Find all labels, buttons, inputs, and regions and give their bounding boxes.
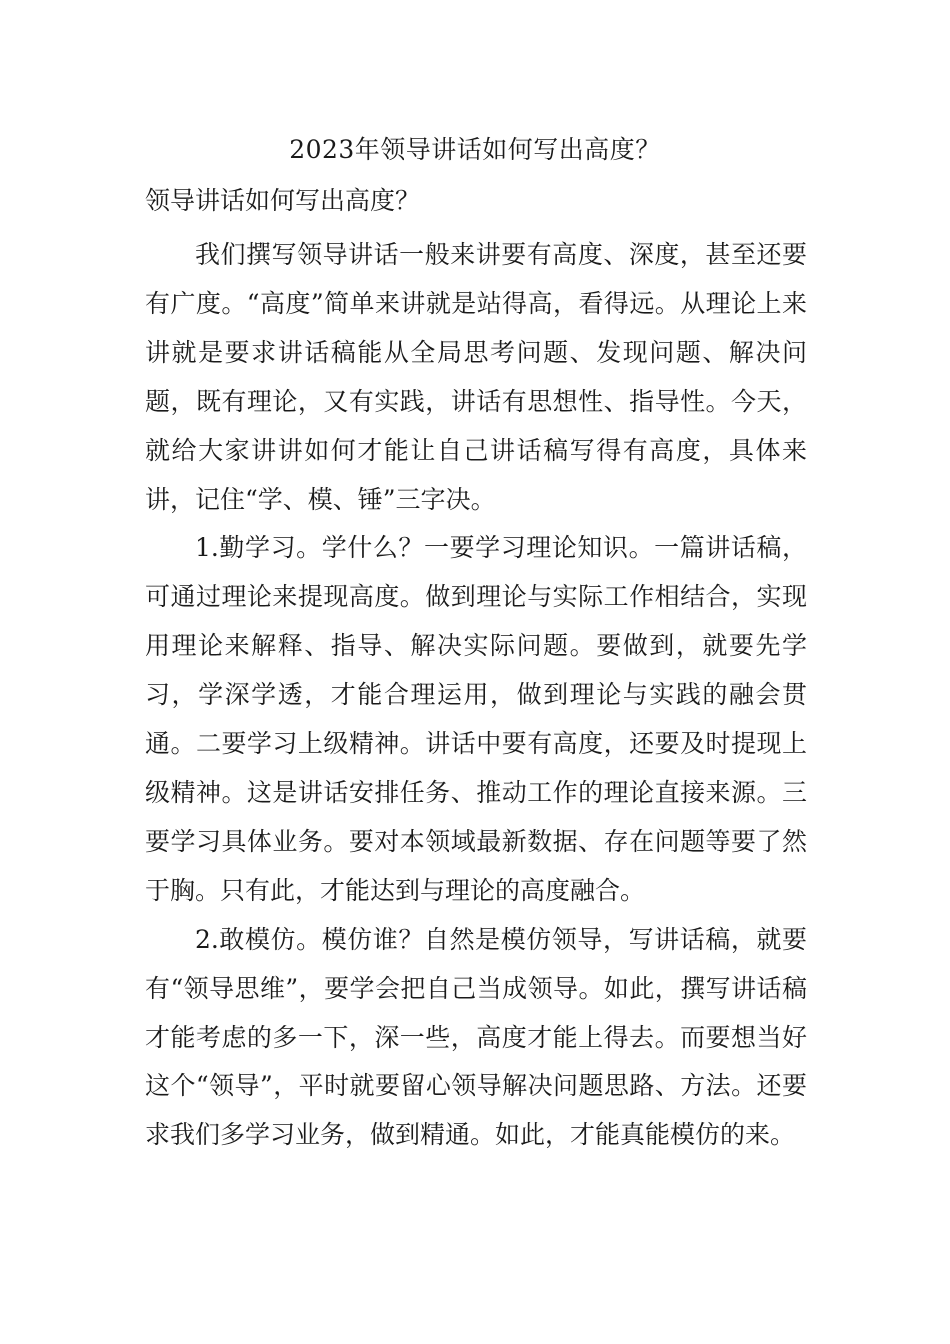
- paragraph-imitate: 2.敢模仿。模仿谁？自然是模仿领导，写讲话稿，就要有“领导思维”，要学会把自己当成领导。如此，撰写讲话稿才能考虑的多一下，深一些，高度才能上得去。而要想当好这个“领导”，平时就要留心领导解决问题思路、方法。还要求我们多学习业务，做到精通。如此，才能真能模仿的来。: [145, 924, 807, 1150]
- document-subtitle: 领导讲话如何写出高度？: [145, 186, 421, 215]
- document-body: [145, 231, 807, 1160]
- paragraph-intro: 我们撰写领导讲话一般来讲要有高度、深度，甚至还要有广度。“高度”简单来讲就是站得高，看得远。从理论上来讲就是要求讲话稿能从全局思考问题、发现问题、解决问题，既有理论，又有实践，讲话有思想性、指导性。今天，就给大家讲讲如何才能让自己讲话稿写得有高度，具体来讲，记住“学、模、锤”三字决。: [145, 240, 807, 514]
- paragraph-study: 1.勤学习。学什么？一要学习理论知识。一篇讲话稿，可通过理论来提现高度。做到理论与实际工作相结合，实现用理论来解释、指导、解决实际问题。要做到，就要先学习，学深学透，才能合理运用，做到理论与实践的融会贯通。二要学习上级精神。讲话中要有高度，还要及时提现上级精神。这是讲话安排任务、推动工作的理论直接来源。三要学习具体业务。要对本领域最新数据、存在问题等要了然于胸。只有此，才能达到与理论的高度融合。: [145, 533, 807, 905]
- document-title: 2023年领导讲话如何写出高度？: [289, 135, 661, 164]
